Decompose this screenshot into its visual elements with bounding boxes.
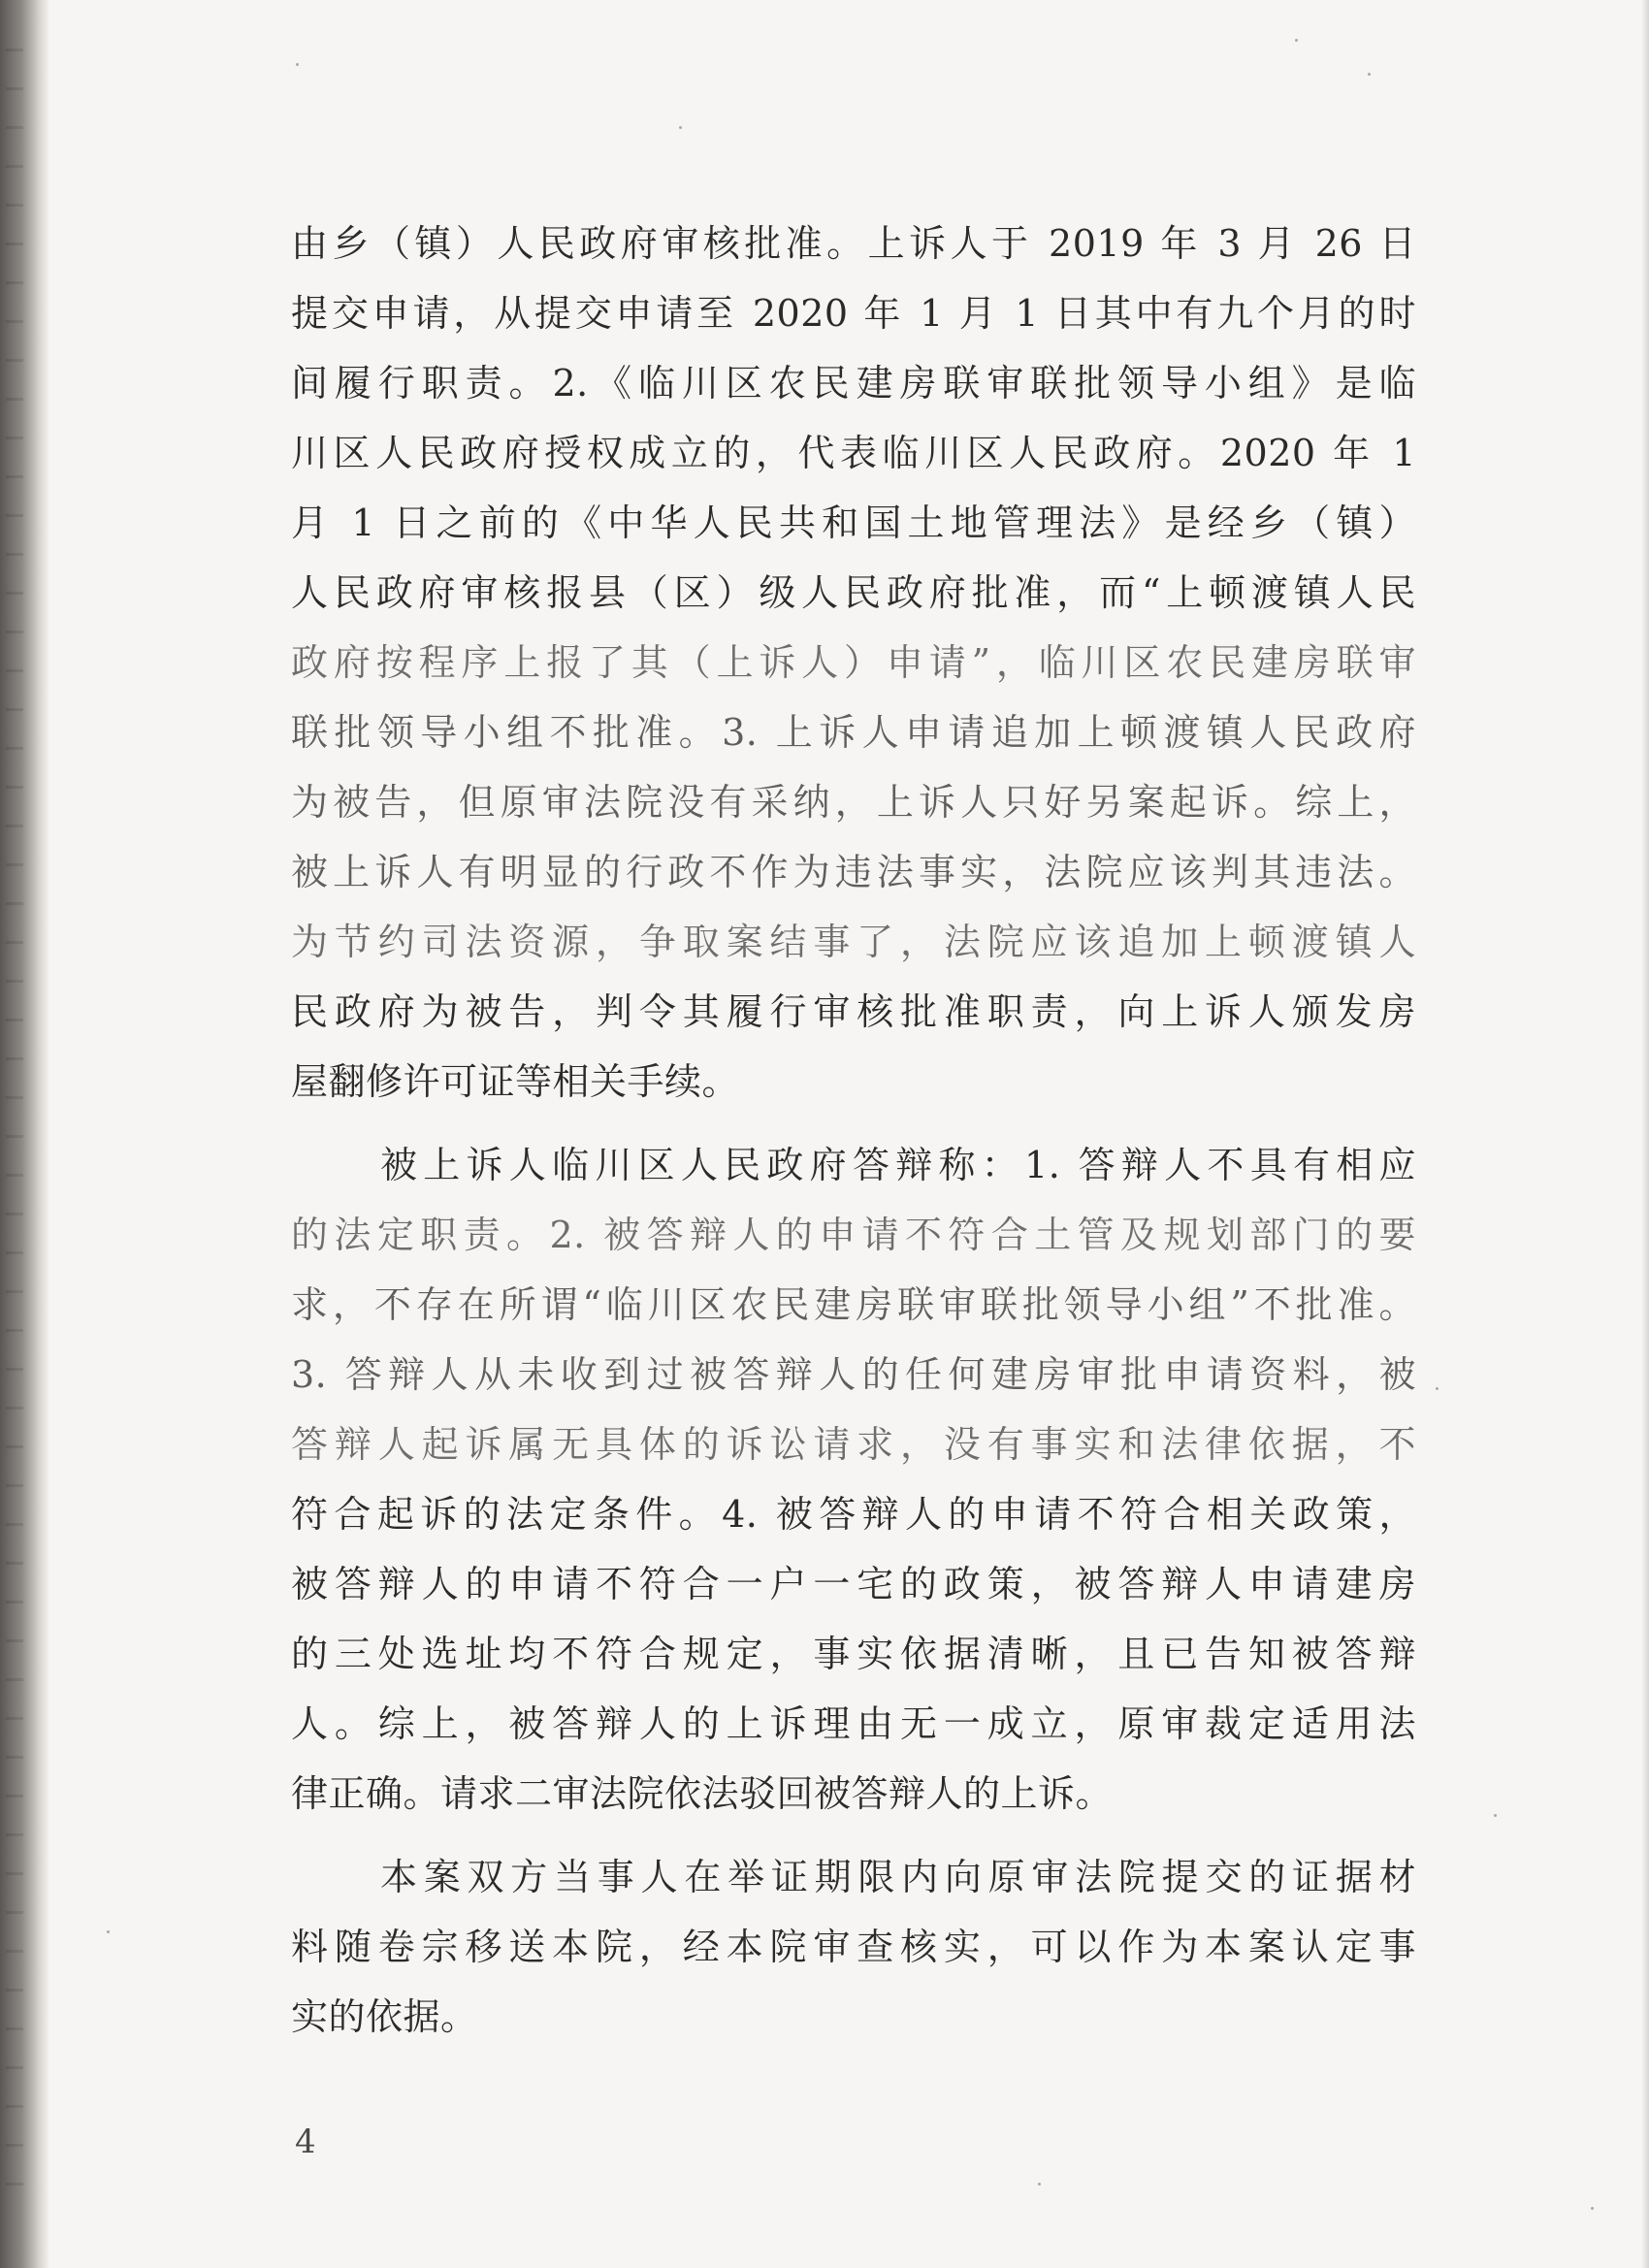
text-line: 屋翻修许可证等相关手续。: [291, 1060, 740, 1103]
text-line: 联批领导小组不批准。3. 上诉人申请追加上顿渡镇人民政府: [291, 711, 1416, 754]
text-line: 月 1 日之前的《中华人民共和国土地管理法》是经乡（镇）: [291, 502, 1416, 544]
text-line: 间履行职责。2.《临川区农民建房联审联批领导小组》是临: [291, 362, 1416, 405]
page-number: 4: [295, 2122, 316, 2161]
scan-speck: [1591, 2207, 1594, 2210]
text-line: 符合起诉的法定条件。4. 被答辩人的申请不符合相关政策，: [291, 1493, 1416, 1536]
scan-binding-edge: [0, 0, 48, 2268]
text-line: 本案双方当事人在举证期限内向原审法院提交的证据材: [380, 1856, 1416, 1898]
text-line: 人民政府审核报县（区）级人民政府批准，而“上顿渡镇人民: [291, 571, 1416, 614]
text-line: 答辩人起诉属无具体的诉讼请求，没有事实和法律依据，不: [291, 1423, 1416, 1466]
text-line: 律正确。请求二审法院依法驳回被答辩人的上诉。: [291, 1772, 1114, 1815]
text-line: 提交申请，从提交申请至 2020 年 1 月 1 日其中有九个月的时: [291, 292, 1416, 335]
text-line: 的三处选址均不符合规定，事实依据清晰，且已告知被答辩: [291, 1633, 1416, 1675]
document-body: [291, 209, 1416, 2052]
scan-speck: [679, 126, 682, 129]
paragraph-respondent-defense: [291, 1130, 1416, 1829]
scan-speck: [1436, 1387, 1439, 1390]
text-line: 被答辩人的申请不符合一户一宅的政策，被答辩人申请建房: [291, 1563, 1416, 1605]
text-line: 求，不存在所谓“临川区农民建房联审联批领导小组”不批准。: [291, 1283, 1416, 1326]
scan-right-edge: [1641, 0, 1649, 2268]
text-line: 政府按程序上报了其（上诉人）申请”，临川区农民建房联审: [291, 641, 1416, 684]
scan-speck: [296, 63, 299, 66]
scan-speck: [1494, 1814, 1497, 1817]
text-line: 实的依据。: [291, 1995, 478, 2038]
scan-speck: [1368, 73, 1371, 76]
text-line: 被上诉人临川区人民政府答辩称：1. 答辩人不具有相应: [380, 1144, 1416, 1186]
text-line: 为被告，但原审法院没有采纳，上诉人只好另案起诉。综上，: [291, 781, 1416, 824]
scan-speck: [107, 1930, 110, 1933]
text-line: 料随卷宗移送本院，经本院审查核实，可以作为本案认定事: [291, 1926, 1416, 1968]
paragraph-evidence-statement: [291, 1842, 1416, 2052]
text-line: 川区人民政府授权成立的，代表临川区人民政府。2020 年 1: [291, 432, 1416, 474]
text-line: 为节约司法资源，争取案结事了，法院应该追加上顿渡镇人: [291, 921, 1416, 963]
text-line: 由乡（镇）人民政府审核批准。上诉人于 2019 年 3 月 26 日: [291, 222, 1416, 265]
text-line: 的法定职责。2. 被答辩人的申请不符合土管及规划部门的要: [291, 1214, 1416, 1256]
text-line: 民政府为被告，判令其履行审核批准职责，向上诉人颁发房: [291, 990, 1416, 1033]
scan-speck: [1038, 2183, 1041, 2186]
paragraph-appellant-claims: [291, 209, 1416, 1117]
text-line: 3. 答辩人从未收到过被答辩人的任何建房审批申请资料，被: [291, 1353, 1416, 1396]
text-line: 被上诉人有明显的行政不作为违法事实，法院应该判其违法。: [291, 851, 1416, 893]
text-line: 人。综上，被答辩人的上诉理由无一成立，原审裁定适用法: [291, 1702, 1416, 1745]
scan-speck: [1295, 39, 1298, 42]
